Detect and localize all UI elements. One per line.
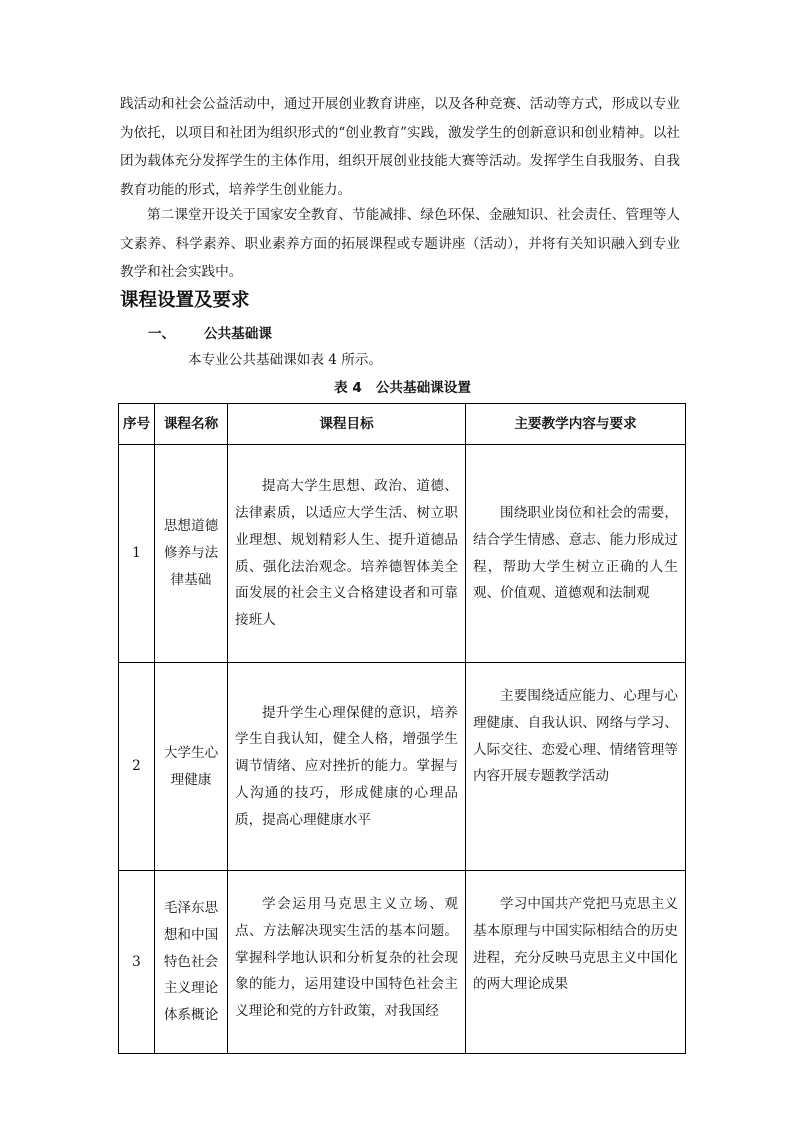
- paragraph-second-classroom: 第二课堂开设关于国家安全教育、节能减排、绿色环保、金融知识、社会责任、管理等人文素养、科学素养、职业素养方面的拓展课程或专题讲座（活动），并将有关知识融入到专业教学和社会实践中。: [120, 207, 680, 281]
- cell-content: 学习中国共产党把马克思主义基本原理与中国实际相结合的历史进程，充分反映马克思主义中国化的两大理论成果: [466, 871, 686, 1054]
- header-no: 序号: [119, 404, 155, 445]
- cell-no: 1: [119, 445, 155, 663]
- course-table: [118, 403, 686, 1054]
- cell-goal: 学会运用马克思主义立场、观点、方法解决现实生活的基本问题。掌握科学地认识和分析复杂的社会现象的能力，运用建设中国特色社会主义理论和党的方针政策，对我国经: [228, 871, 466, 1054]
- paragraph-entrepreneurship: 践活动和社会公益活动中，通过开展创业教育讲座，以及各种竞赛、活动等方式，形成以专业为依托，以项目和社团为组织形式的“创业教育”实践，激发学生的创新意识和创业精神。以社团为载体充分发挥学生的主体作用，组织开展创业技能大赛等活动。发挥学生自我服务、自我教育功能的形式，培养学生创业能力。: [120, 96, 680, 198]
- cell-no: 3: [119, 871, 155, 1054]
- table-intro: 本专业公共基础课如表 4 所示。: [188, 352, 383, 368]
- table-row: [119, 663, 686, 871]
- header-name: 课程名称: [155, 404, 228, 445]
- subsection-title: 公共基础课: [204, 326, 272, 342]
- subsection-heading: [148, 322, 272, 342]
- table-caption: [120, 376, 685, 396]
- cell-name: 思想道德修养与法律基础: [155, 445, 228, 663]
- table-header-row: [119, 404, 686, 445]
- section-title: 课程设置及要求: [120, 290, 250, 311]
- cell-name: 毛泽东思想和中国特色社会主义理论体系概论: [155, 871, 228, 1054]
- subsection-number: 一、: [148, 326, 176, 342]
- cell-content: 主要围绕适应能力、心理与心理健康、自我认识、网络与学习、人际交往、恋爱心理、情绪管理等内容开展专题教学活动: [466, 663, 686, 871]
- table-caption-title: 公共基础课设置: [375, 380, 471, 396]
- header-content: 主要教学内容与要求: [466, 404, 686, 445]
- cell-content: 围绕职业岗位和社会的需要，结合学生情感、意志、能力形成过程，帮助大学生树立正确的人生观、价值观、道德观和法制观: [466, 445, 686, 663]
- cell-goal: 提高大学生思想、政治、道德、法律素质，以适应大学生活、树立职业理想、规划精彩人生、提升道德品质、强化法治观念。培养德智体美全面发展的社会主义合格建设者和可靠接班人: [228, 445, 466, 663]
- header-goal: 课程目标: [228, 404, 466, 445]
- cell-name: 大学生心理健康: [155, 663, 228, 871]
- table-row: [119, 445, 686, 663]
- cell-goal: 提升学生心理保健的意识，培养学生自我认知，健全人格，增强学生调节情绪、应对挫折的能力。掌握与人沟通的技巧，形成健康的心理品质，提高心理健康水平: [228, 663, 466, 871]
- cell-no: 2: [119, 663, 155, 871]
- table-row: [119, 871, 686, 1054]
- table-caption-number: 表 4: [334, 380, 362, 396]
